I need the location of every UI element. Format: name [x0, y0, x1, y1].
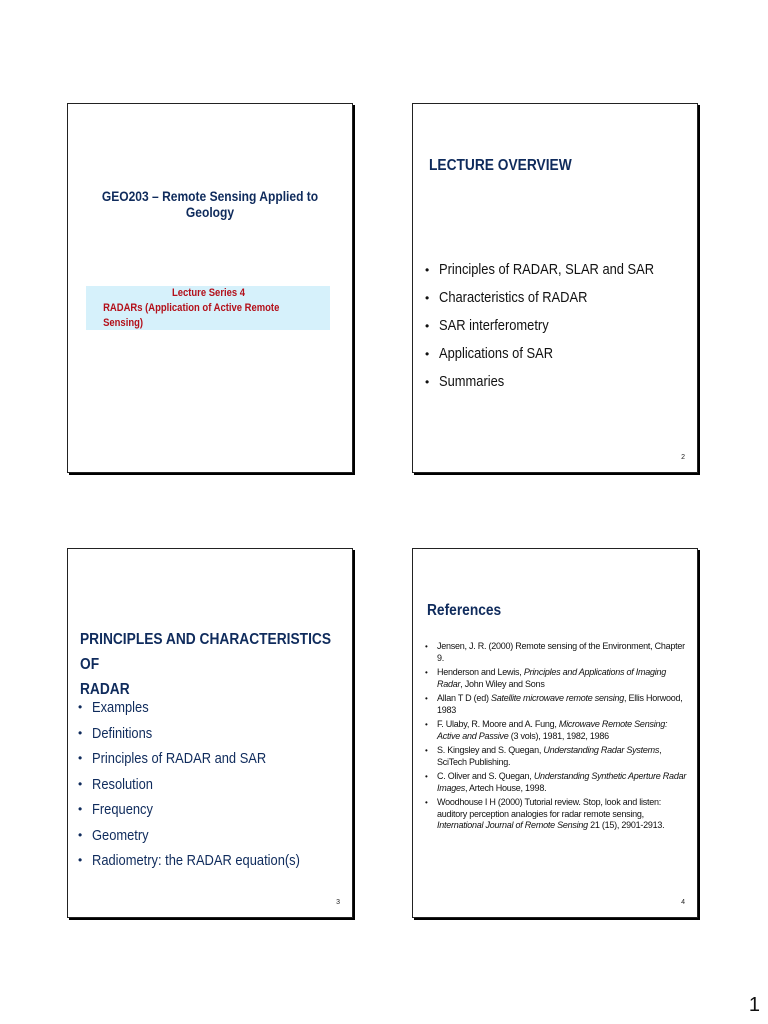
- list-item: • Resolution: [78, 772, 334, 798]
- reference-item: • Henderson and Lewis, Principles and Applications of Imaging Radar, John Wiley and Sons: [425, 667, 667, 689]
- overview-list: [425, 256, 689, 396]
- list-item: • Examples: [78, 695, 334, 721]
- lecture-topic-label: RADARs (Application of Active Remote Sensing): [103, 301, 280, 329]
- slide-3: [67, 548, 353, 918]
- bullet-icon: •: [425, 347, 430, 361]
- bullet-icon: •: [78, 725, 83, 740]
- list-item: • Applications of SAR: [425, 340, 689, 368]
- sheet-page-number: 1: [748, 994, 760, 1016]
- reference-item: • Jensen, J. R. (2000) Remote sensing of the Environment, Chapter 9.: [425, 641, 685, 663]
- reference-item: • C. Oliver and S. Quegan, Understanding Synthetic Aperture Radar Images, Artech House, 1998.: [425, 771, 687, 793]
- bullet-icon: •: [425, 668, 428, 677]
- bullet-icon: •: [78, 776, 83, 791]
- bullet-icon: •: [78, 853, 83, 867]
- reference-item: • F. Ulaby, R. Moore and A. Fung, Microwave Remote Sensing: Active and Passive (3 vols), 1981, 1982, 1986: [425, 719, 668, 741]
- lecture-series-box: [86, 286, 330, 330]
- bullet-icon: •: [425, 798, 428, 807]
- bullet-icon: •: [425, 746, 428, 755]
- reference-item: • Allan T D (ed) Satellite microwave remote sensing, Ellis Horwood, 1983: [425, 693, 683, 715]
- slide-4: [412, 548, 698, 918]
- list-item: • Principles of RADAR, SLAR and SAR: [425, 256, 689, 284]
- bullet-icon: •: [78, 802, 83, 816]
- reference-item: • S. Kingsley and S. Quegan, Understanding Radar Systems, SciTech Publishing.: [425, 745, 662, 767]
- topics-list: [78, 695, 334, 874]
- list-item: • Definitions: [78, 721, 334, 747]
- bullet-icon: •: [78, 827, 83, 842]
- slide-3-title-line-2: RADAR: [80, 681, 130, 698]
- bullet-icon: •: [425, 319, 430, 333]
- list-item: • SAR interferometry: [425, 312, 689, 340]
- bullet-icon: •: [425, 263, 430, 277]
- list-item: • Radiometry: the RADAR equation(s): [78, 848, 334, 874]
- bullet-icon: •: [425, 291, 430, 305]
- bullet-icon: •: [425, 642, 428, 651]
- bullet-icon: •: [425, 720, 428, 729]
- bullet-icon: •: [425, 772, 428, 781]
- slide-1: [67, 103, 353, 473]
- slide-page-number: 4: [681, 899, 685, 906]
- list-item: • Characteristics of RADAR: [425, 284, 689, 312]
- list-item: • Geometry: [78, 823, 334, 849]
- slide-3-title: [80, 627, 338, 702]
- slide-page-number: 2: [681, 454, 685, 461]
- slide-2-title: LECTURE OVERVIEW: [429, 157, 572, 174]
- lecture-series-label: Lecture Series 4: [171, 286, 245, 299]
- slide-1-title: GEO203 – Remote Sensing Applied to Geology: [101, 188, 319, 220]
- references-list: [425, 641, 691, 835]
- bullet-icon: •: [78, 751, 83, 765]
- reference-item: • Woodhouse I H (2000) Tutorial review. Stop, look and listen: auditory perception analogies for radar remote sensing, International Journal of Remote Sensing 21 (15), 2901-2913.: [425, 797, 665, 830]
- slide-2: [412, 103, 698, 473]
- bullet-icon: •: [425, 694, 428, 703]
- bullet-icon: •: [78, 700, 83, 714]
- list-item: • Summaries: [425, 368, 689, 396]
- bullet-icon: •: [425, 375, 430, 389]
- list-item: • Principles of RADAR and SAR: [78, 746, 334, 772]
- slide-4-title: References: [427, 602, 502, 619]
- slide-3-title-line-1: PRINCIPLES AND CHARACTERISTICS OF: [80, 631, 332, 673]
- list-item: • Frequency: [78, 797, 334, 823]
- slide-page-number: 3: [336, 899, 340, 906]
